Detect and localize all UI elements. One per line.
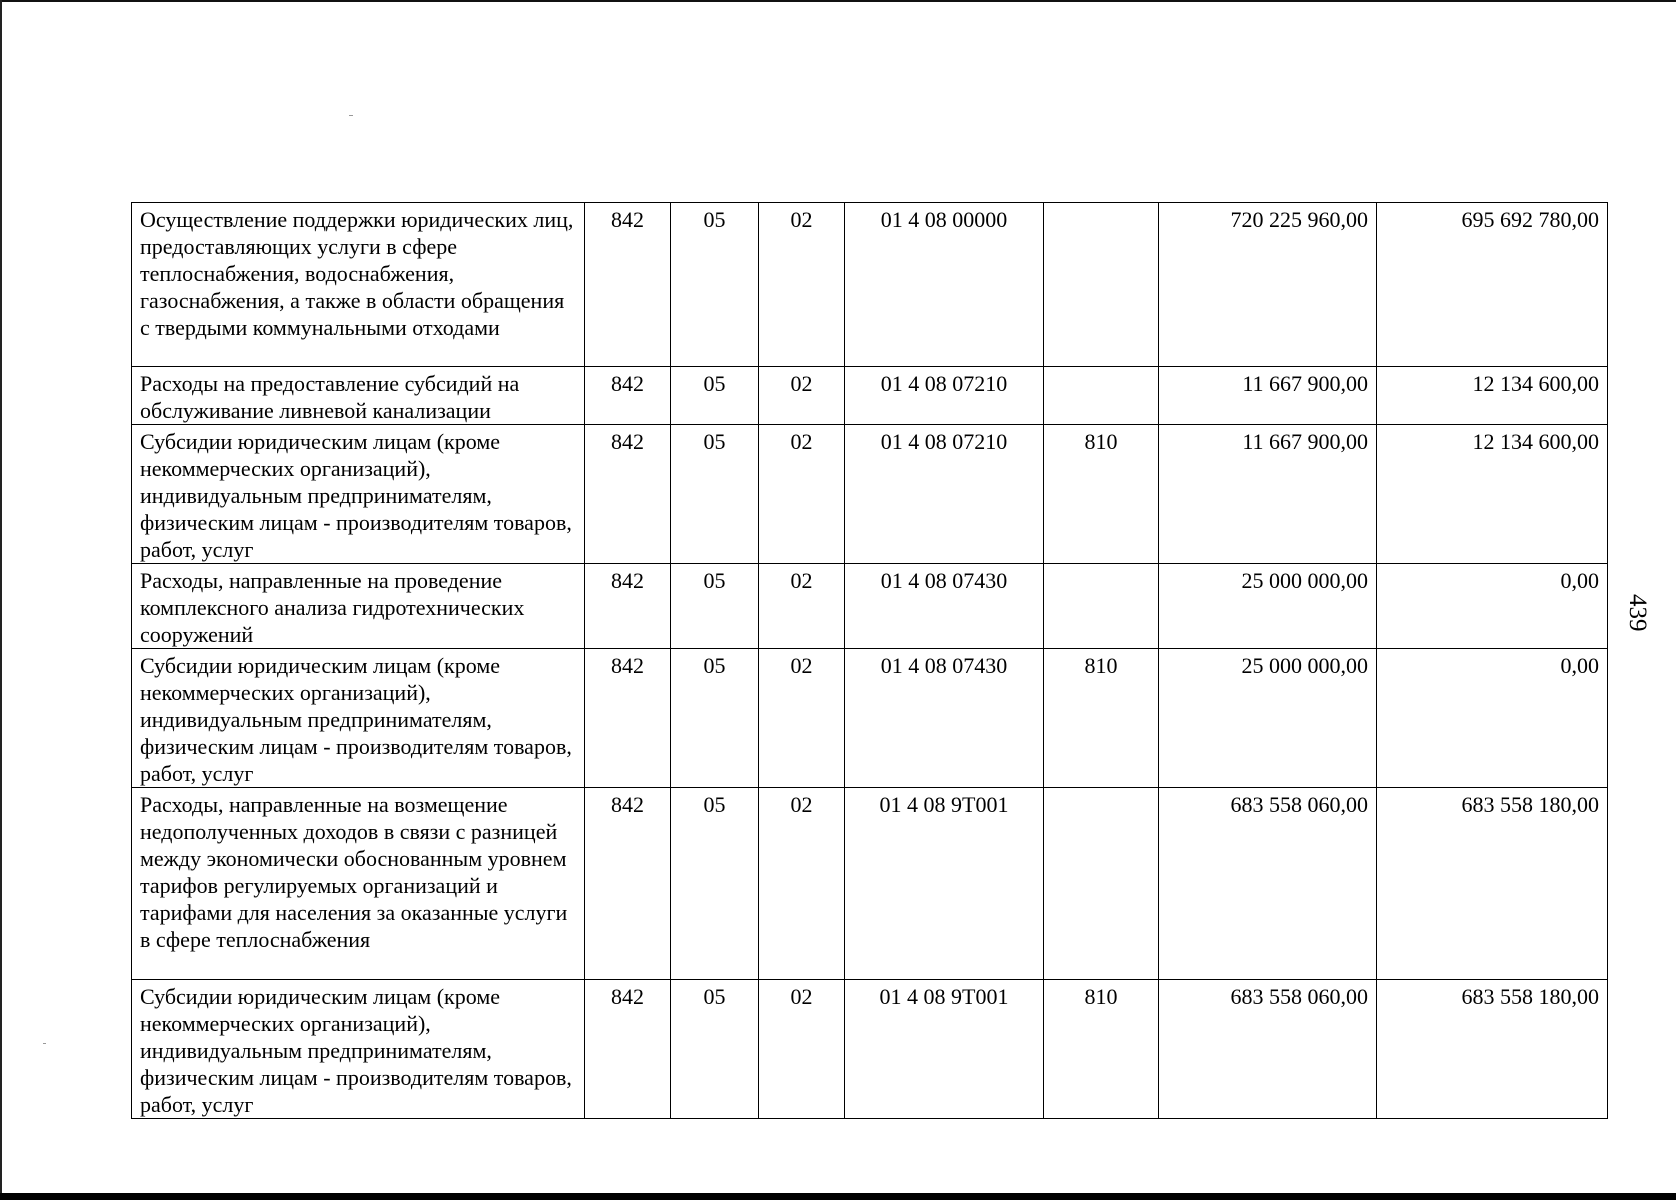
grbs-code: 842: [585, 980, 671, 1119]
row-description: Субсидии юридическим лицам (кроме некоммерческих организаций), индивидуальным предпринимателям, физическим лицам - производителям товаров, работ, услуг: [132, 649, 585, 788]
amount-year-1: 11 667 900,00: [1159, 425, 1377, 564]
scan-edge-top: [0, 0, 1676, 2]
target-article-code: 01 4 08 07430: [845, 564, 1044, 649]
amount-year-2: 683 558 180,00: [1377, 980, 1608, 1119]
target-article-code: 01 4 08 07210: [845, 425, 1044, 564]
subsection-code: 02: [759, 980, 845, 1119]
scan-edge-left: [0, 0, 2, 1200]
expense-type-code: [1044, 788, 1159, 980]
amount-year-1: 11 667 900,00: [1159, 367, 1377, 425]
expense-type-code: 810: [1044, 649, 1159, 788]
table-row: [132, 564, 1608, 649]
section-code: 05: [671, 564, 759, 649]
amount-year-1: 25 000 000,00: [1159, 649, 1377, 788]
subsection-code: 02: [759, 649, 845, 788]
row-description: Осуществление поддержки юридических лиц, предоставляющих услуги в сфере теплоснабжения, водоснабжения, газоснабжения, а также в области обращения с твердыми коммунальными отходами: [132, 203, 585, 367]
row-description: Расходы, направленные на проведение комплексного анализа гидротехнических сооружений: [132, 564, 585, 649]
amount-year-1: 683 558 060,00: [1159, 788, 1377, 980]
target-article-code: 01 4 08 9Т001: [845, 788, 1044, 980]
subsection-code: 02: [759, 203, 845, 367]
budget-table: [131, 202, 1608, 1119]
scan-speck: [43, 1043, 46, 1044]
row-description: Субсидии юридическим лицам (кроме некоммерческих организаций), индивидуальным предпринимателям, физическим лицам - производителям товаров, работ, услуг: [132, 980, 585, 1119]
amount-year-2: 12 134 600,00: [1377, 425, 1608, 564]
section-code: 05: [671, 367, 759, 425]
section-code: 05: [671, 980, 759, 1119]
target-article-code: 01 4 08 9Т001: [845, 980, 1044, 1119]
amount-year-2: 683 558 180,00: [1377, 788, 1608, 980]
page-number: 439: [1624, 594, 1651, 632]
amount-year-2: 12 134 600,00: [1377, 367, 1608, 425]
amount-year-2: 695 692 780,00: [1377, 203, 1608, 367]
grbs-code: 842: [585, 649, 671, 788]
grbs-code: 842: [585, 788, 671, 980]
table-row: [132, 367, 1608, 425]
expense-type-code: 810: [1044, 425, 1159, 564]
subsection-code: 02: [759, 425, 845, 564]
table-row: [132, 788, 1608, 980]
row-description: Субсидии юридическим лицам (кроме некоммерческих организаций), индивидуальным предпринимателям, физическим лицам - производителям товаров, работ, услуг: [132, 425, 585, 564]
amount-year-1: 720 225 960,00: [1159, 203, 1377, 367]
grbs-code: 842: [585, 203, 671, 367]
expense-type-code: [1044, 564, 1159, 649]
row-description: Расходы на предоставление субсидий на обслуживание ливневой канализации: [132, 367, 585, 425]
section-code: 05: [671, 649, 759, 788]
amount-year-1: 25 000 000,00: [1159, 564, 1377, 649]
section-code: 05: [671, 203, 759, 367]
grbs-code: 842: [585, 367, 671, 425]
section-code: 05: [671, 425, 759, 564]
subsection-code: 02: [759, 367, 845, 425]
target-article-code: 01 4 08 07430: [845, 649, 1044, 788]
table-row: [132, 980, 1608, 1119]
expense-type-code: [1044, 367, 1159, 425]
table-row: [132, 425, 1608, 564]
scan-edge-bottom: [0, 1193, 1676, 1200]
table-row: [132, 203, 1608, 367]
amount-year-1: 683 558 060,00: [1159, 980, 1377, 1119]
expense-type-code: [1044, 203, 1159, 367]
target-article-code: 01 4 08 07210: [845, 367, 1044, 425]
subsection-code: 02: [759, 564, 845, 649]
subsection-code: 02: [759, 788, 845, 980]
amount-year-2: 0,00: [1377, 649, 1608, 788]
amount-year-2: 0,00: [1377, 564, 1608, 649]
expense-type-code: 810: [1044, 980, 1159, 1119]
table-row: [132, 649, 1608, 788]
row-description: Расходы, направленные на возмещение недополученных доходов в связи с разницей между экономически обоснованным уровнем тарифов регулируемых организаций и тарифами для населения за оказанные услуги в сфере теплоснабжения: [132, 788, 585, 980]
grbs-code: 842: [585, 564, 671, 649]
grbs-code: 842: [585, 425, 671, 564]
target-article-code: 01 4 08 00000: [845, 203, 1044, 367]
scan-speck: [349, 115, 353, 116]
section-code: 05: [671, 788, 759, 980]
